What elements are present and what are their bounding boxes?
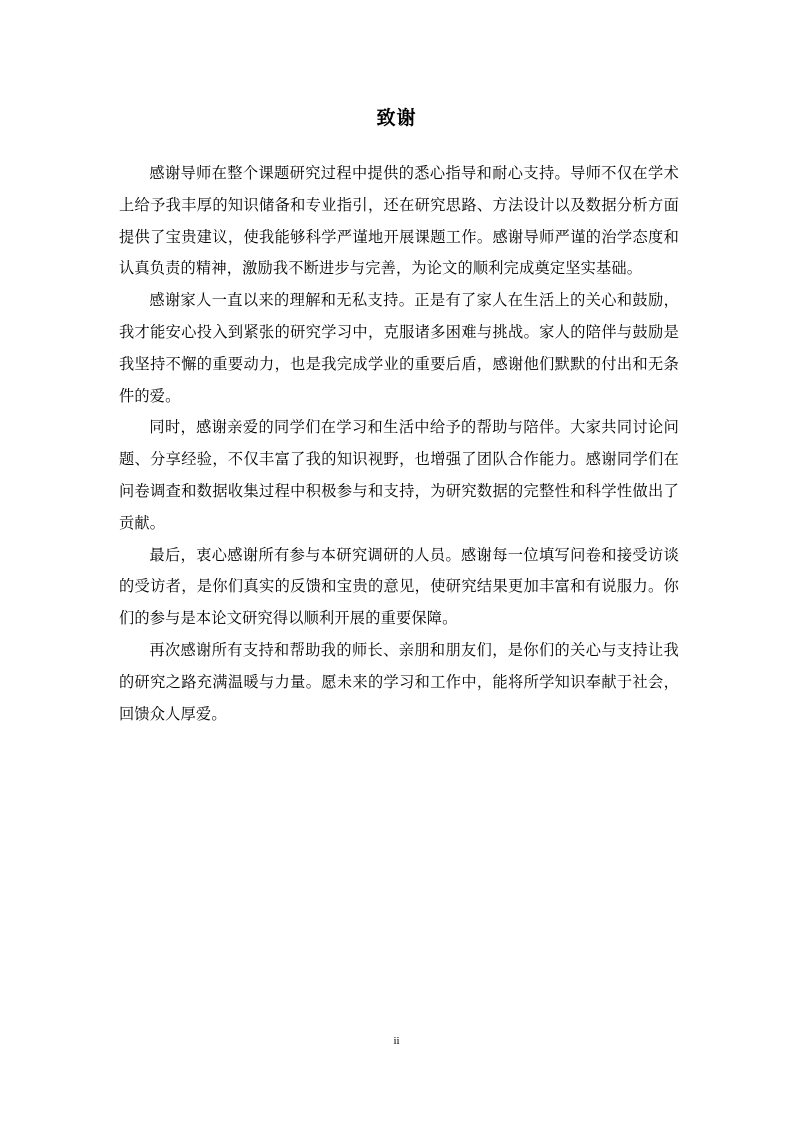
paragraph-participants: 最后，衷心感谢所有参与本研究调研的人员。感谢每一位填写问卷和接受访谈的受访者，是你们真实的反馈和宝贵的意见，使研究结果更加丰富和有说服力。你们的参与是本论文研究得以顺利开展的重要保障。	[119, 545, 679, 628]
page-number: ii	[393, 1035, 400, 1047]
page-title: 致谢	[376, 107, 417, 129]
paragraph-advisor: 感谢导师在整个课题研究过程中提供的悉心指导和耐心支持。导师不仅在学术上给予我丰厚的知识储备和专业指引，还在研究思路、方法设计以及数据分析方面提供了宝贵建议，使我能够科学严谨地开展课题工作。感谢导师严谨的治学态度和认真负责的精神，激励我不断进步与完善，为论文的顺利完成奠定坚实基础。	[119, 164, 679, 278]
body-text	[119, 158, 679, 730]
paragraph-family: 感谢家人一直以来的理解和无私支持。正是有了家人在生活上的关心和鼓励，我才能安心投入到紧张的研究学习中，克服诸多困难与挑战。家人的陪伴与鼓励是我坚持不懈的重要动力，也是我完成学业的重要后盾，感谢他们默默的付出和无条件的爱。	[119, 291, 679, 405]
paragraph-classmates: 同时，感谢亲爱的同学们在学习和生活中给予的帮助与陪伴。大家共同讨论问题、分享经验，不仅丰富了我的知识视野，也增强了团队合作能力。感谢同学们在问卷调查和数据收集过程中积极参与和支持，为研究数据的完整性和科学性做出了贡献。	[119, 418, 679, 532]
paragraph-closing: 再次感谢所有支持和帮助我的师长、亲朋和朋友们，是你们的关心与支持让我的研究之路充满温暖与力量。愿未来的学习和工作中，能将所学知识奉献于社会，回馈众人厚爱。	[119, 640, 679, 723]
